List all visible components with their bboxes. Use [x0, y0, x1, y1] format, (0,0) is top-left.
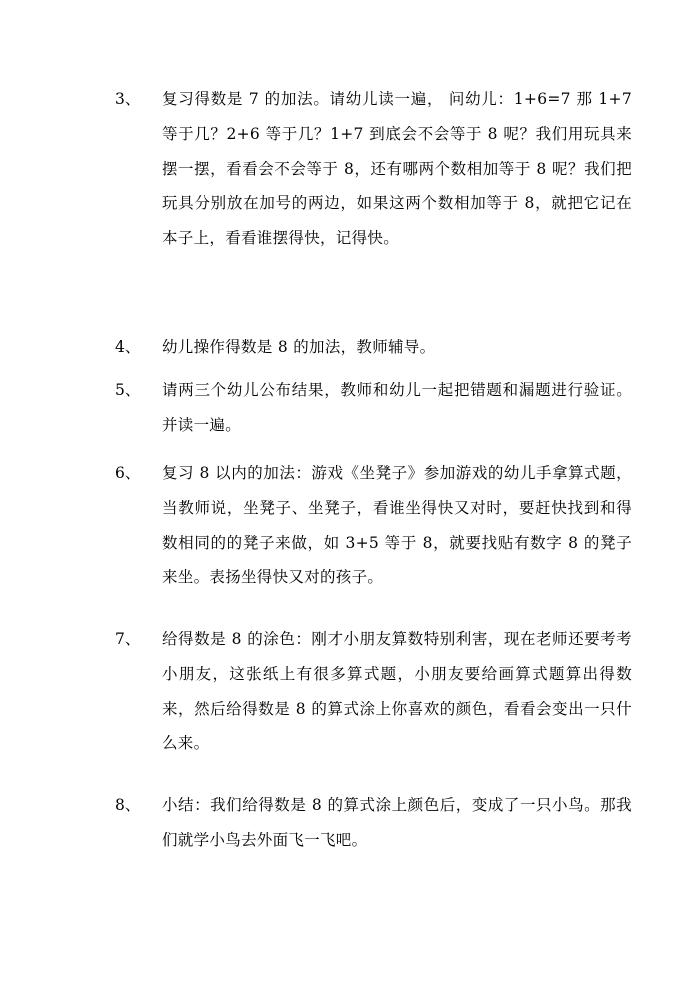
- item-number: 6、: [115, 464, 141, 482]
- item-text: 小结：我们给得数是 8 的算式涂上颜色后，变成了一只小鸟。那我们就学小鸟去外面飞一飞吧。: [162, 796, 632, 849]
- item-text: 给得数是 8 的涂色：刚才小朋友算数特别利害，现在老师还要考考小朋友，这张纸上有很多算式题，小朋友要给画算式题算出得数来，然后给得数是 8 的算式涂上你喜欢的颜色，看看会变出一只什么来。: [162, 630, 632, 753]
- item-number: 3、: [115, 90, 141, 108]
- item-number: 5、: [115, 381, 141, 399]
- item-number: 7、: [115, 630, 141, 648]
- item-number: 8、: [115, 796, 141, 814]
- item-text: 复习得数是 7 的加法。请幼儿读一遍， 问幼儿：1+6=7 那 1+7 等于几？2+6 等于几？1+7 到底会不会等于 8 呢？我们用玩具来摆一摆，看看会不会等于 8，还有哪两个数相加等于 8 呢？我们把玩具分别放在加号的两边，如果这两个数相加等于 8，就把它记在本子上，看看谁摆得快，记得快。: [162, 90, 632, 248]
- item-text: 请两三个幼儿公布结果，教师和幼儿一起把错题和漏题进行验证。并读一遍。: [162, 381, 632, 434]
- item-number: 4、: [115, 338, 141, 356]
- item-text: 复习 8 以内的加法：游戏《坐凳子》参加游戏的幼儿手拿算式题，当教师说，坐凳子、坐凳子，看谁坐得快又对时，要赶快找到和得数相同的的凳子来做，如 3+5 等于 8，就要找贴有数字 8 的凳子来坐。表扬坐得快又对的孩子。: [162, 464, 632, 587]
- item-text: 幼儿操作得数是 8 的加法，教师辅导。: [162, 338, 436, 356]
